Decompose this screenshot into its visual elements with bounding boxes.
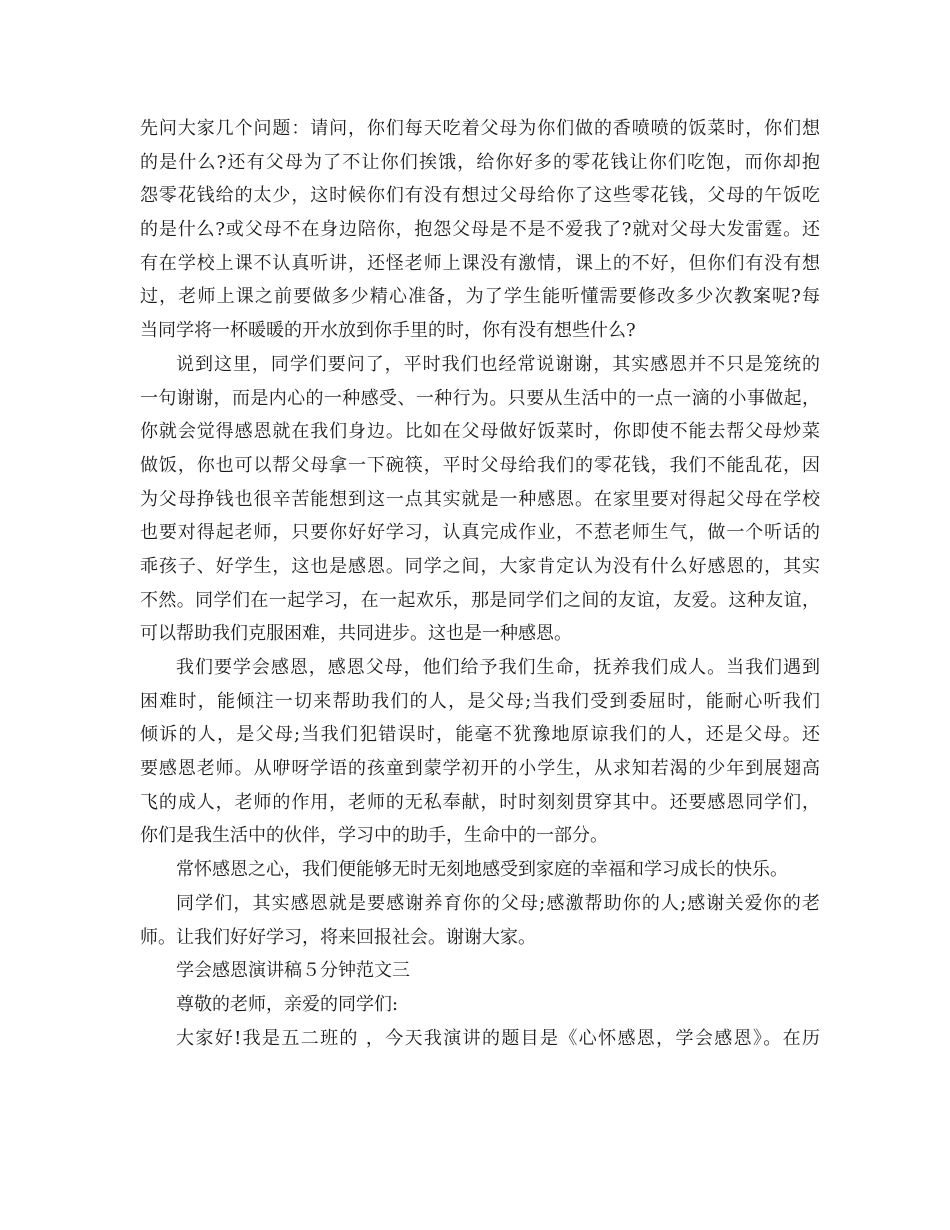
text-line: 怨零花钱给的太少，这时候你们有没有想过父母给你了这些零花钱，父母的午饭吃 — [140, 185, 820, 207]
text-line: 要感恩老师。从咿呀学语的孩童到蒙学初开的小学生，从求知若渴的少年到展翅高 — [140, 758, 820, 780]
text-line: 尊敬的老师，亲爱的同学们: — [176, 993, 399, 1015]
text-line: 困难时，能倾注一切来帮助我们的人，是父母;当我们受到委屈时，能耐心听我们 — [140, 690, 820, 712]
text-line: 乖孩子、好学生，这也是感恩。同学之间，大家肯定认为没有什么好感恩的，其实 — [140, 555, 820, 577]
text-line: 的是什么?还有父母为了不让你们挨饿，给你好多的零花钱让你们吃饱，而你却抱 — [140, 151, 820, 173]
text-line: 倾诉的人，是父母;当我们犯错误时，能毫不犹豫地原谅我们的人，还是父母。还 — [140, 724, 820, 746]
text-line: 大家好!我是五二班的 ，今天我演讲的题目是《心怀感恩，学会感恩》。在历 — [176, 1027, 820, 1049]
text-line: 学会感恩演讲稿５分钟范文三 — [176, 960, 410, 982]
text-line: 飞的成人，老师的作用，老师的无私奉献，时时刻刻贯穿其中。还要感恩同学们， — [140, 791, 820, 813]
text-line: 不然。同学们在一起学习，在一起欢乐，那是同学们之间的友谊，友爱。这种友谊， — [140, 589, 820, 611]
text-line: 的是什么?或父母不在身边陪你，抱怨父母是不是不爱我了?就对父母大发雷霆。还 — [140, 219, 820, 241]
text-line: 我们要学会感恩，感恩父母，他们给予我们生命，抚养我们成人。当我们遇到 — [176, 657, 820, 678]
text-line: 过，老师上课之前要做多少精心准备，为了学生能听懂需要修改多少次教案呢?每 — [140, 286, 820, 308]
text-line: 当同学将一杯暖暖的开水放到你手里的时，你有没有想些什么? — [140, 320, 636, 342]
text-line: 你们是我生活中的伙伴，学习中的助手，生命中的一部分。 — [140, 825, 608, 847]
text-line: 做饭，你也可以帮父母拿一下碗筷，平时父母给我们的零花钱，我们不能乱花，因 — [140, 454, 820, 476]
text-line: 有在学校上课不认真听讲，还怪老师上课没有激情，课上的不好，但你们有没有想 — [140, 252, 820, 274]
text-line: 说到这里，同学们要问了，平时我们也经常说谢谢，其实感恩并不只是笼统的 — [176, 353, 820, 375]
text-line: 可以帮助我们克服困难，共同进步。这也是一种感恩。 — [140, 623, 572, 645]
text-line: 一句谢谢，而是内心的一种感受、一种行为。只要从生活中的一点一滴的小事做起， — [140, 387, 820, 409]
text-line: 先问大家几个问题：请问，你们每天吃着父母为你们做的香喷喷的饭菜时，你们想 — [140, 118, 820, 139]
text-line: 师。让我们好好学习，将来回报社会。谢谢大家。 — [140, 926, 536, 948]
text-line: 同学们，其实感恩就是要感谢养育你的父母;感激帮助你的人;感谢关爱你的老 — [176, 892, 820, 914]
text-line: 常怀感恩之心，我们便能够无时无刻地感受到家庭的幸福和学习成长的快乐。 — [176, 859, 788, 881]
document-body — [140, 112, 820, 1055]
text-line: 也要对得起老师，只要你好好学习，认真完成作业，不惹老师生气，做一个听话的 — [140, 522, 820, 544]
text-line: 为父母挣钱也很辛苦能想到这一点其实就是一种感恩。在家里要对得起父母在学校 — [140, 488, 820, 510]
text-line: 你就会觉得感恩就在我们身边。比如在父母做好饭菜时，你即使不能去帮父母炒菜 — [140, 421, 820, 443]
